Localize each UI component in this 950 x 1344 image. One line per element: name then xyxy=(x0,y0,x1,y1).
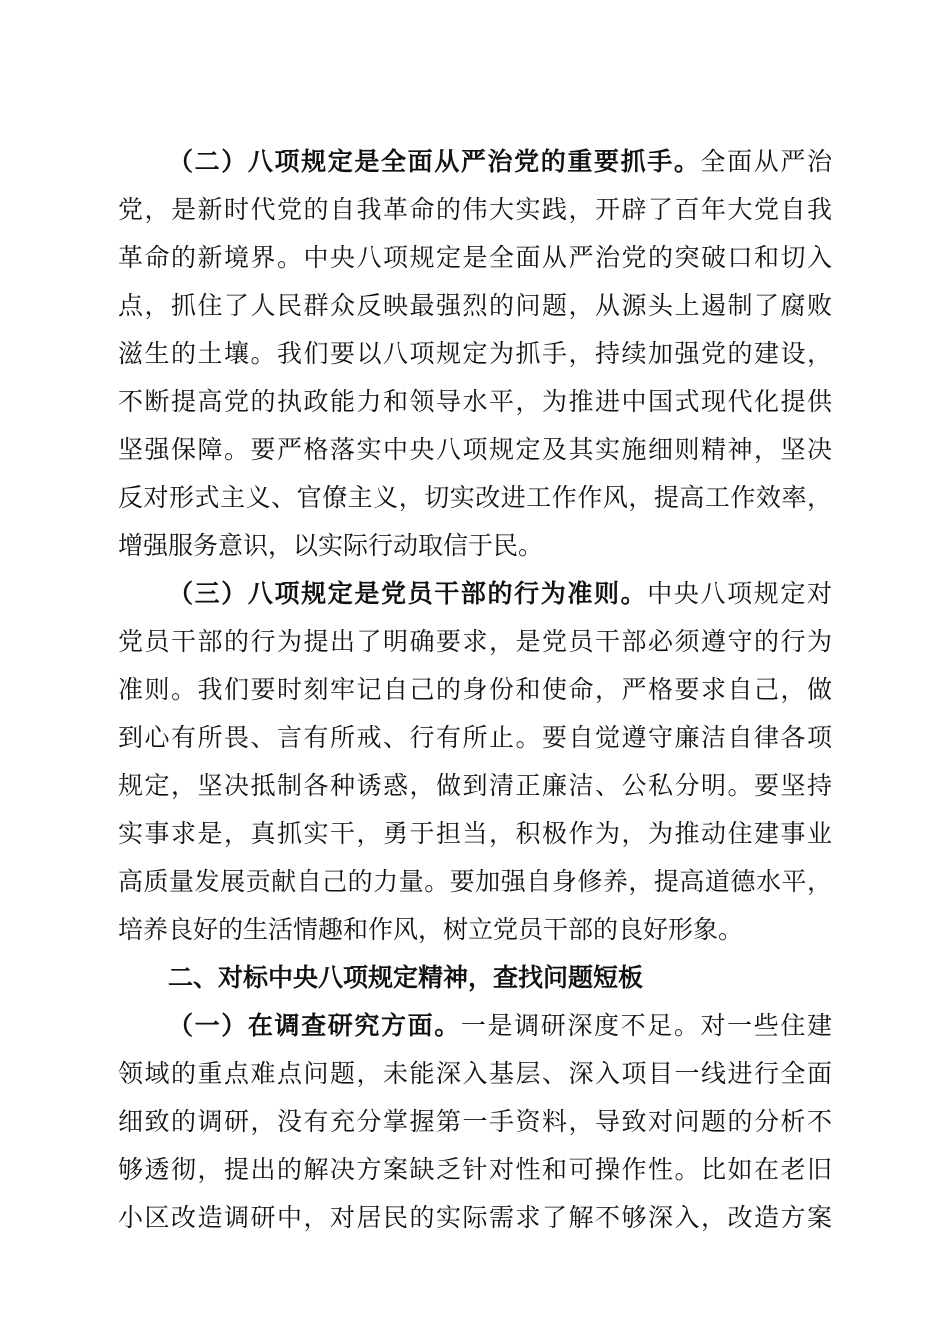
paragraph-line: 坚强保障。要严格落实中央八项规定及其实施细则精神，坚决 xyxy=(118,435,832,464)
paragraph-line: 革命的新境界。中央八项规定是全面从严治党的突破口和切入 xyxy=(118,243,832,272)
paragraph-line: 培养良好的生活情趣和作风，树立党员干部的良好形象。 xyxy=(118,915,744,944)
paragraph-line: 到心有所畏、言有所戒、行有所止。要自觉遵守廉洁自律各项 xyxy=(118,723,832,752)
paragraph-line: 够透彻，提出的解决方案缺乏针对性和可操作性。比如在老旧 xyxy=(118,1155,832,1184)
paragraph-line: 点，抓住了人民群众反映最强烈的问题，从源头上遏制了腐败 xyxy=(118,291,832,320)
paragraph-line: 规定，坚决抵制各种诱惑，做到清正廉洁、公私分明。要坚持 xyxy=(118,771,832,800)
paragraph-line: 实事求是，真抓实干，勇于担当，积极作为，为推动住建事业 xyxy=(118,819,832,848)
paragraph-lead: （一）在调查研究方面。 xyxy=(168,1011,461,1040)
paragraph-line xyxy=(168,570,832,618)
paragraph-line: 不断提高党的执政能力和领导水平，为推进中国式现代化提供 xyxy=(118,387,832,416)
paragraph-text: 中央八项规定对 xyxy=(647,579,832,608)
paragraph-line: 反对形式主义、官僚主义，切实改进工作作风，提高工作效率， xyxy=(118,483,832,512)
paragraph-line xyxy=(168,1002,832,1050)
paragraph-line: 党，是新时代党的自我革命的伟大实践，开辟了百年大党自我 xyxy=(118,195,832,224)
section-heading: 二、对标中央八项规定精神，查找问题短板 xyxy=(168,963,644,992)
paragraph-line: 增强服务意识，以实际行动取信于民。 xyxy=(118,531,544,560)
paragraph-line: 党员干部的行为提出了明确要求，是党员干部必须遵守的行为 xyxy=(118,627,832,656)
paragraph-lead: （三）八项规定是党员干部的行为准则。 xyxy=(168,579,648,608)
paragraph-line xyxy=(168,138,832,186)
paragraph-line: 高质量发展贡献自己的力量。要加强自身修养，提高道德水平， xyxy=(118,867,832,896)
paragraph-text: 一是调研深度不足。对一些住建 xyxy=(460,1011,832,1040)
paragraph-line: 小区改造调研中，对居民的实际需求了解不够深入，改造方案 xyxy=(118,1203,832,1232)
paragraph-line: 细致的调研，没有充分掌握第一手资料，导致对问题的分析不 xyxy=(118,1107,832,1136)
paragraph-text: 全面从严治 xyxy=(700,147,832,176)
paragraph-line: 滋生的土壤。我们要以八项规定为抓手，持续加强党的建设， xyxy=(118,339,832,368)
paragraph-line: 准则。我们要时刻牢记自己的身份和使命，严格要求自己，做 xyxy=(118,675,832,704)
paragraph-lead: （二）八项规定是全面从严治党的重要抓手。 xyxy=(168,147,701,176)
paragraph-line: 领域的重点难点问题，未能深入基层、深入项目一线进行全面 xyxy=(118,1059,832,1088)
